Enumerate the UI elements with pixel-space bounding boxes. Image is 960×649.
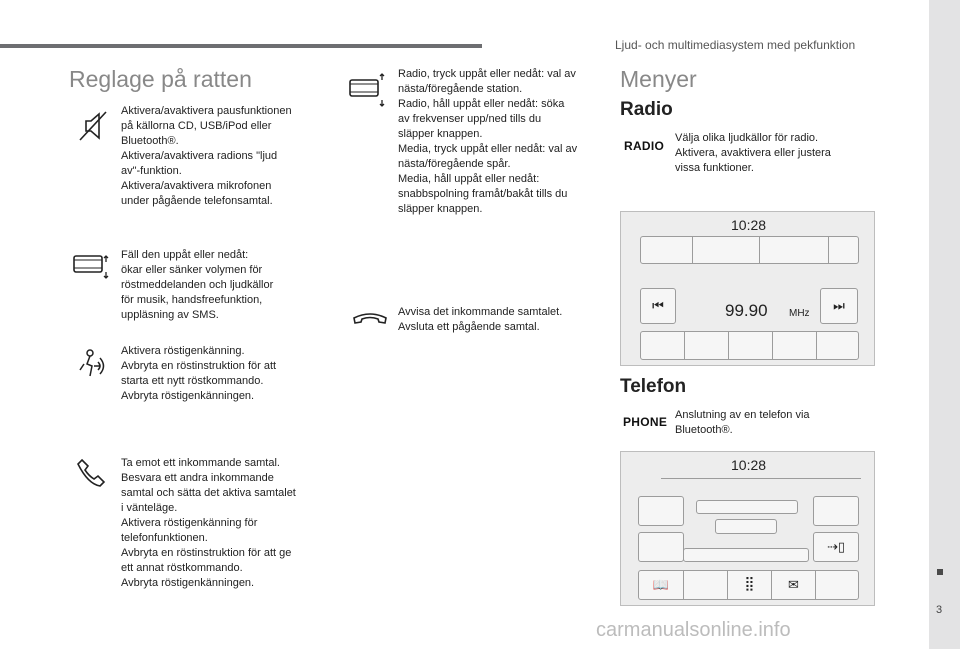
list-item-pickup: Ta emot ett inkommande samtal. Besvara ett andra inkommande samtal och sätta det aktiva samtalet i vänteläge. Aktivera röstigenkänning för telefonfunktionen. Avbryta en röstinstruktion för att ge ett annat röstkommando. Avbryta röstigenkänningen. bbox=[121, 457, 296, 589]
envelope-icon: ✉ bbox=[788, 577, 799, 592]
radio-description: Välja olika ljudkällor för radio. Aktivera, avaktivera eller justera vissa funktioner. bbox=[675, 132, 831, 174]
contacts-book-icon: 📖 bbox=[652, 577, 670, 592]
skip-back-icon: ⏮ bbox=[652, 298, 664, 313]
header-bar bbox=[0, 44, 482, 48]
menu-button[interactable] bbox=[729, 332, 773, 359]
page-number: 3 bbox=[936, 604, 943, 616]
voice-recognition-icon bbox=[72, 344, 112, 384]
menu-button[interactable] bbox=[685, 332, 729, 359]
next-station-button[interactable] bbox=[820, 288, 858, 324]
skip-forward-icon: ⏭ bbox=[833, 298, 845, 313]
frequency-unit: MHz bbox=[789, 308, 810, 319]
phone-button-label: PHONE bbox=[623, 415, 668, 429]
radio-screen bbox=[620, 211, 875, 366]
menus-title: Menyer bbox=[620, 66, 697, 92]
list-item-seek: Radio, tryck uppåt eller nedåt: val av nästa/föregående station. Radio, håll uppåt eller nedåt: söka av frekvenser upp/ned tills du släpper knappen. Media, tryck uppåt eller nedåt: val av nästa/föregående spår. Media, håll uppåt eller nedåt: snabbspolning framåt/bakåt tills du släpper knappen. bbox=[398, 68, 578, 215]
radio-button-label: RADIO bbox=[624, 139, 665, 153]
menu-button[interactable] bbox=[684, 571, 728, 599]
menu-button[interactable] bbox=[773, 332, 817, 359]
phone-field[interactable] bbox=[715, 519, 777, 534]
list-item-mute: Aktivera/avaktivera pausfunktionen på källorna CD, USB/iPod eller Bluetooth®. Aktivera/avaktivera radions "ljud av"-funktion. Aktivera/avaktivera mikrofonen under pågående telefonsamtal. bbox=[121, 105, 292, 207]
connect-phone-button[interactable] bbox=[813, 532, 859, 562]
volume-thumbwheel-icon bbox=[72, 246, 112, 286]
divider bbox=[661, 478, 861, 479]
previous-station-button[interactable] bbox=[640, 288, 676, 324]
radio-clock: 10:28 bbox=[731, 217, 767, 233]
preset-button[interactable] bbox=[760, 237, 829, 263]
keypad-button[interactable] bbox=[728, 571, 772, 599]
preset-button[interactable] bbox=[641, 237, 693, 263]
menu-button[interactable] bbox=[641, 332, 685, 359]
phone-menu-row bbox=[638, 570, 859, 600]
phone-hangup-icon bbox=[350, 300, 390, 340]
messages-button[interactable] bbox=[772, 571, 816, 599]
phone-clock: 10:28 bbox=[731, 457, 767, 473]
phone-left-button[interactable] bbox=[638, 532, 684, 562]
page-marker bbox=[937, 569, 943, 575]
watermark: carmanualsonline.info bbox=[596, 619, 791, 641]
phone-field[interactable] bbox=[696, 500, 798, 514]
radio-heading: Radio bbox=[620, 99, 673, 120]
phone-screen bbox=[620, 451, 875, 606]
page-sidebar bbox=[929, 0, 960, 649]
list-item-hangup: Avvisa det inkommande samtalet. Avsluta ett pågående samtal. bbox=[398, 306, 563, 333]
phone-pickup-icon bbox=[72, 452, 112, 492]
phone-field[interactable] bbox=[683, 548, 809, 562]
left-title: Reglage på ratten bbox=[69, 66, 252, 92]
mute-icon bbox=[72, 106, 112, 146]
list-item-voice: Aktivera röstigenkänning. Avbryta en röstinstruktion för att starta ett nytt röstkommando. Avbryta röstigenkänningen. bbox=[121, 345, 277, 402]
seek-thumbwheel-icon bbox=[348, 70, 388, 110]
keypad-icon: ⣿ bbox=[744, 575, 755, 591]
phone-description: Anslutning av en telefon via Bluetooth®. bbox=[675, 409, 810, 436]
phone-connect-icon: ⇢▯ bbox=[826, 539, 846, 554]
phone-right-button[interactable] bbox=[813, 496, 859, 526]
section-title: Ljud- och multimediasystem med pekfunktion bbox=[615, 38, 856, 52]
radio-menu-row bbox=[640, 331, 859, 360]
phone-left-button[interactable] bbox=[638, 496, 684, 526]
preset-button[interactable] bbox=[693, 237, 760, 263]
contacts-button[interactable] bbox=[639, 571, 684, 599]
list-item-volume: Fäll den uppåt eller nedåt: ökar eller sänker volymen för röstmeddelanden och ljudkällor för musik, handsfreefunktion, uppläsning av SMS. bbox=[121, 249, 274, 321]
radio-preset-row bbox=[640, 236, 859, 264]
telefon-heading: Telefon bbox=[620, 376, 687, 397]
radio-frequency: 99.90 bbox=[725, 301, 768, 320]
